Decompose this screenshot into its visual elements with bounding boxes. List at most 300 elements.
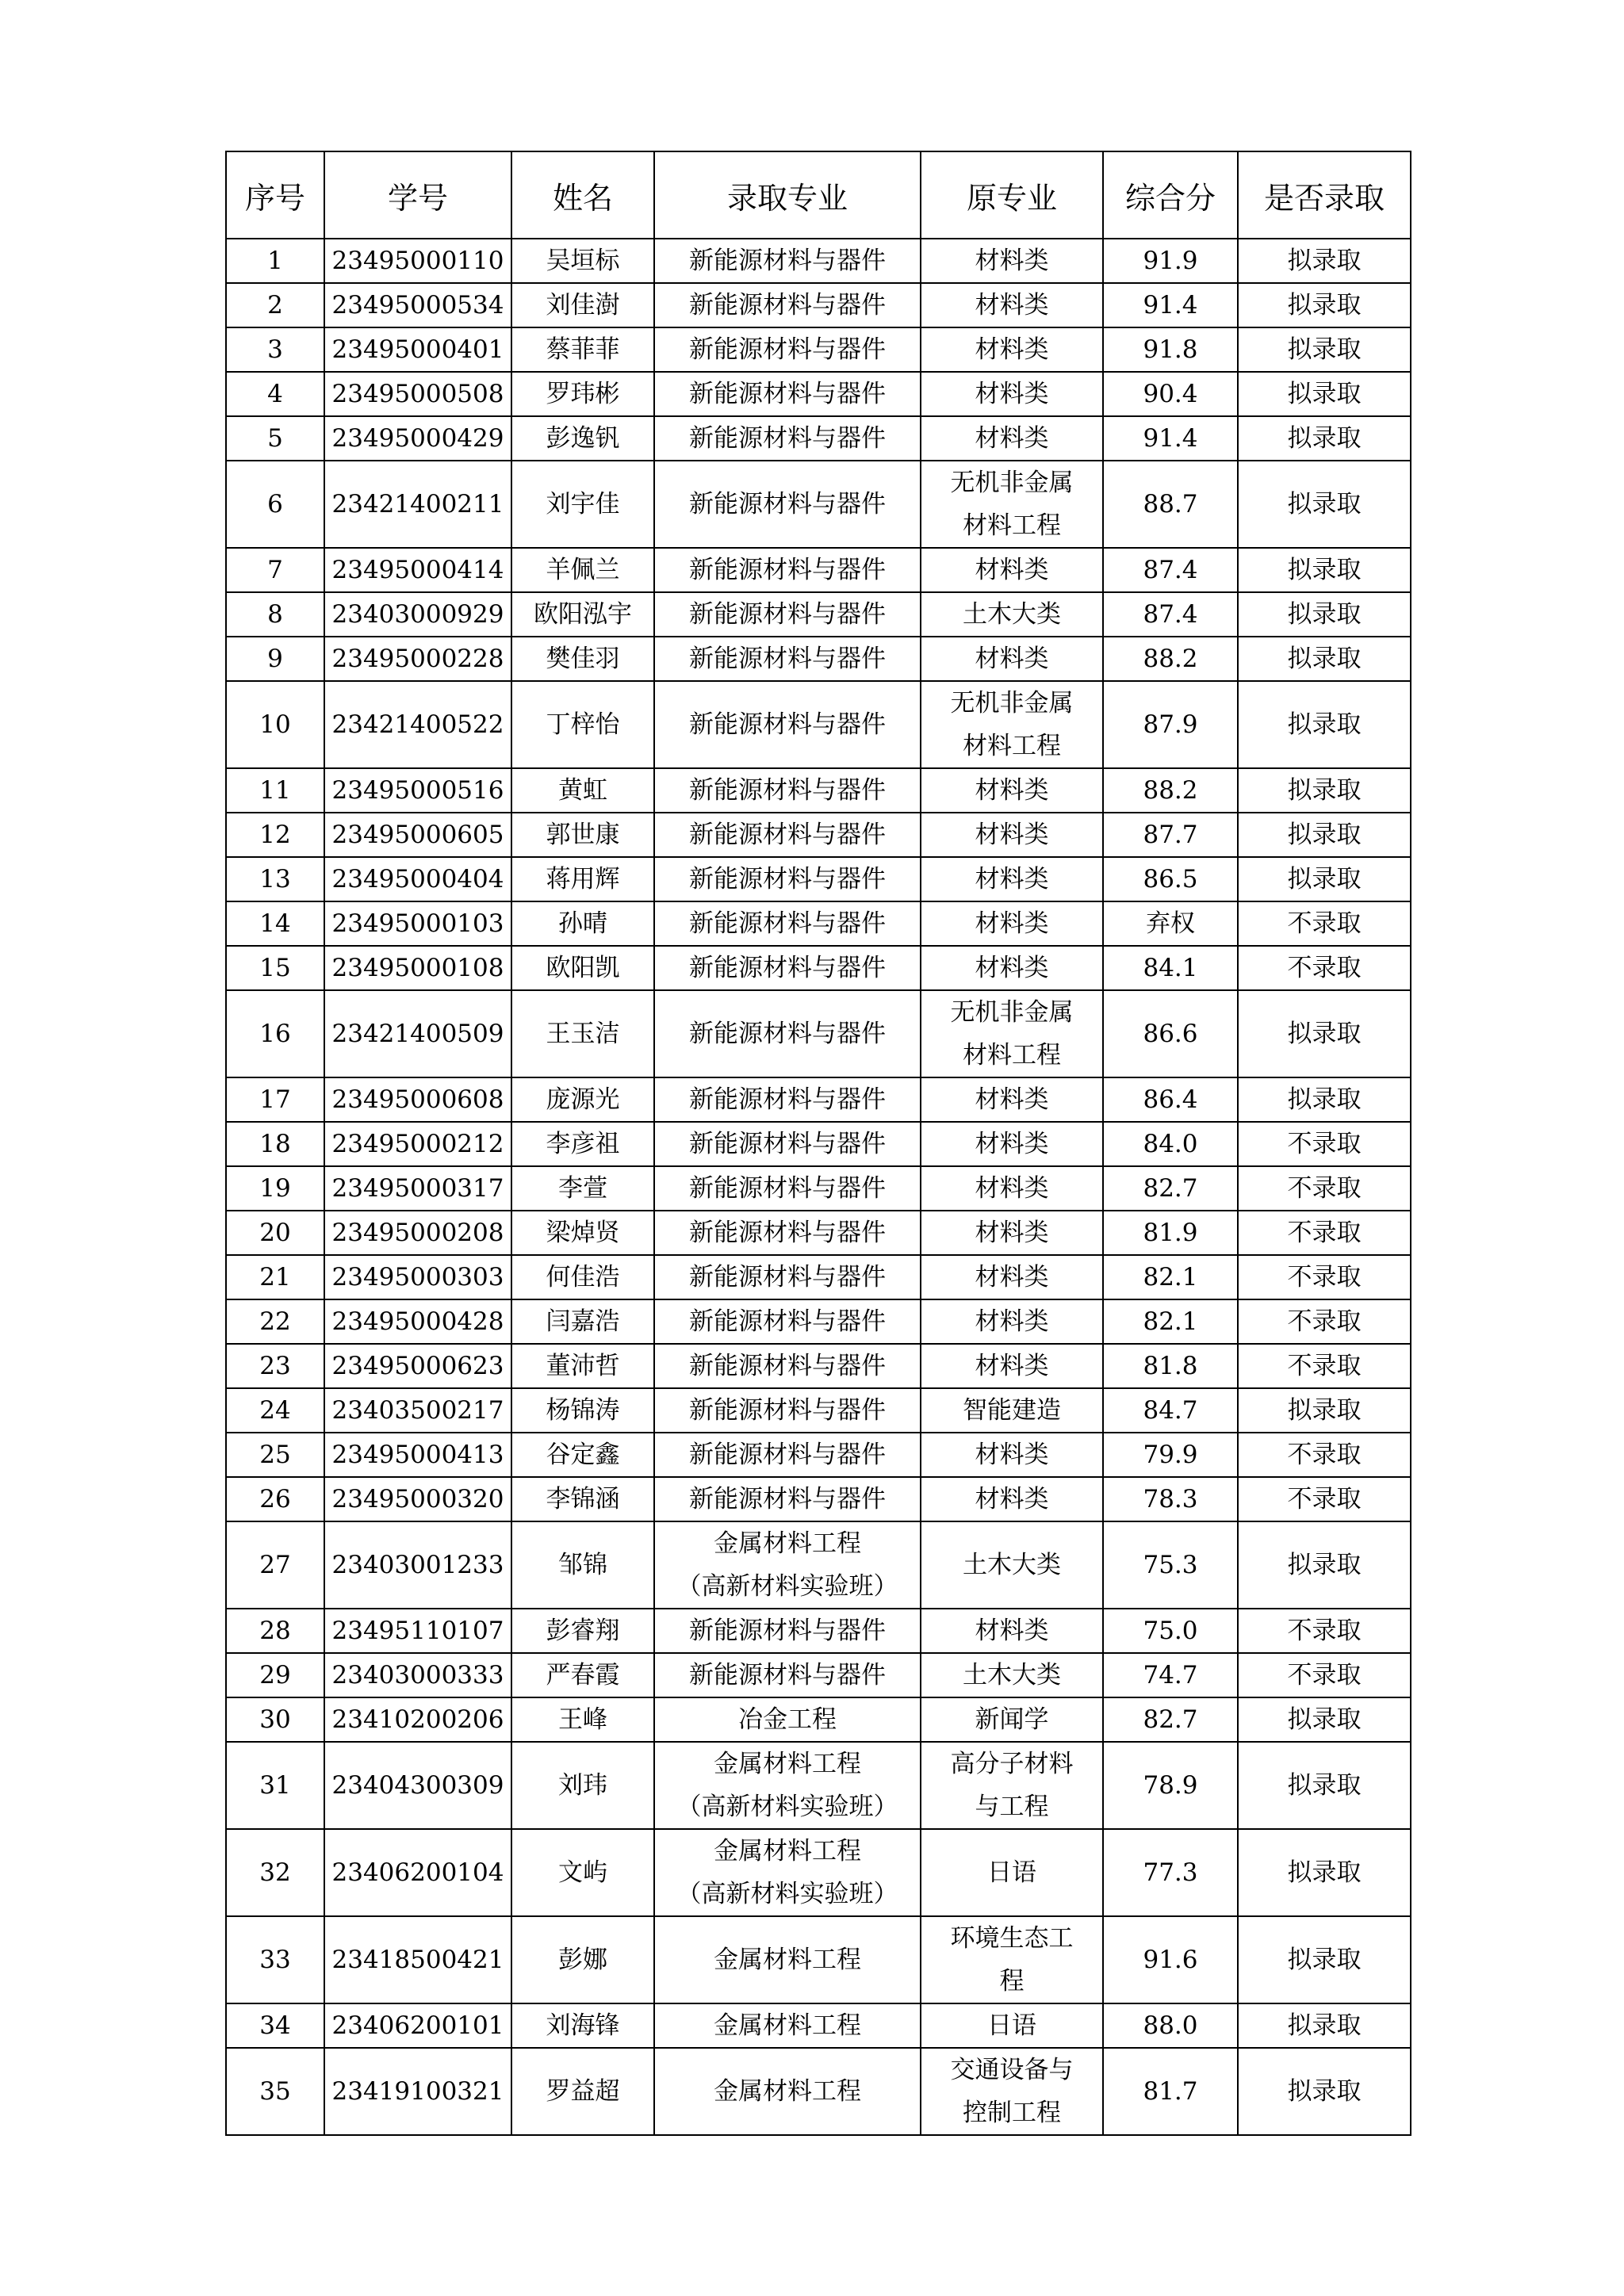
cell-seq: 33 [226,1916,324,2003]
cell-name: 彭娜 [511,1916,654,2003]
cell-seq: 5 [226,416,324,461]
cell-name: 严春霞 [511,1653,654,1697]
cell-admitted-major-line: 新能源材料与器件 [689,1661,886,1689]
cell-seq: 22 [226,1299,324,1344]
table-body [226,239,1411,2135]
cell-seq: 30 [226,1697,324,1742]
table-row [226,1697,1411,1742]
cell-seq: 27 [226,1521,324,1609]
cell-name: 董沛哲 [511,1344,654,1388]
cell-name: 庞源光 [511,1077,654,1122]
cell-name: 王峰 [511,1697,654,1742]
table-header [226,151,1411,239]
table-row [226,2003,1411,2048]
cell-student-id: 23495000228 [324,637,511,681]
cell-score: 79.9 [1103,1433,1238,1477]
cell-admitted-major-line: 新能源材料与器件 [689,776,886,805]
admission-table [225,151,1411,2136]
table-row [226,1521,1411,1609]
header-row [226,151,1411,239]
cell-original-major-line: 材料工程 [963,732,1061,760]
table-row [226,1609,1411,1653]
cell-score: 弃权 [1103,901,1238,946]
cell-admission-result: 不录取 [1238,1255,1411,1299]
cell-seq: 8 [226,592,324,637]
cell-admitted-major [654,1255,921,1299]
cell-admitted-major [654,813,921,857]
cell-seq: 15 [226,946,324,990]
cell-student-id: 23421400211 [324,461,511,548]
cell-admitted-major-line: 金属材料工程 [714,1750,861,1778]
cell-admitted-major [654,461,921,548]
cell-admitted-major [654,1521,921,1609]
cell-admitted-major [654,1166,921,1211]
cell-name: 刘宇佳 [511,461,654,548]
cell-admitted-major-line: 新能源材料与器件 [689,247,886,275]
table-row [226,990,1411,1077]
cell-seq: 35 [226,2048,324,2135]
table-row [226,461,1411,548]
cell-admission-result: 不录取 [1238,1433,1411,1477]
cell-admission-result: 拟录取 [1238,283,1411,327]
cell-original-major [921,1299,1103,1344]
cell-admission-result: 拟录取 [1238,681,1411,768]
cell-admitted-major [654,1609,921,1653]
cell-name: 欧阳凯 [511,946,654,990]
header-name: 姓名 [511,151,654,239]
cell-original-major-line: 材料类 [975,1441,1049,1469]
table-row [226,1255,1411,1299]
cell-original-major-line: 材料类 [975,380,1049,408]
cell-admitted-major-line: 新能源材料与器件 [689,909,886,938]
cell-admission-result: 拟录取 [1238,2003,1411,2048]
cell-student-id: 23403000333 [324,1653,511,1697]
cell-admission-result: 拟录取 [1238,372,1411,416]
cell-admitted-major [654,1122,921,1166]
cell-score: 87.9 [1103,681,1238,768]
cell-admitted-major-line: 新能源材料与器件 [689,865,886,894]
cell-seq: 32 [226,1829,324,1916]
cell-student-id: 23406200101 [324,2003,511,2048]
cell-score: 91.9 [1103,239,1238,283]
cell-student-id: 23495000320 [324,1477,511,1521]
cell-original-major [921,461,1103,548]
cell-original-major [921,1166,1103,1211]
cell-original-major-line: 土木大类 [963,1551,1061,1579]
cell-name: 文屿 [511,1829,654,1916]
cell-student-id: 23495000401 [324,327,511,372]
cell-name: 王玉洁 [511,990,654,1077]
cell-admitted-major [654,416,921,461]
table-row [226,1299,1411,1344]
cell-score: 82.1 [1103,1255,1238,1299]
table-row [226,637,1411,681]
cell-admission-result: 拟录取 [1238,327,1411,372]
cell-admitted-major-line: 新能源材料与器件 [689,1219,886,1247]
cell-score: 91.8 [1103,327,1238,372]
table-row [226,1388,1411,1433]
cell-original-major-line: 材料类 [975,556,1049,584]
cell-original-major [921,2003,1103,2048]
table-row [226,2048,1411,2135]
cell-score: 78.9 [1103,1742,1238,1829]
cell-student-id: 23403001233 [324,1521,511,1609]
cell-student-id: 23495000608 [324,1077,511,1122]
cell-score: 74.7 [1103,1653,1238,1697]
cell-original-major [921,1742,1103,1829]
header-student-id: 学号 [324,151,511,239]
cell-name: 李萱 [511,1166,654,1211]
cell-admitted-major-line: 新能源材料与器件 [689,1085,886,1114]
cell-admitted-major-line: 冶金工程 [738,1705,837,1734]
table-row [226,239,1411,283]
cell-original-major-line: 环境生态工 [950,1924,1074,1953]
cell-score: 82.7 [1103,1166,1238,1211]
cell-admitted-major [654,857,921,901]
cell-original-major-line: 材料类 [975,1617,1049,1645]
cell-admitted-major [654,637,921,681]
cell-admission-result: 拟录取 [1238,1742,1411,1829]
cell-original-major-line: 材料类 [975,1085,1049,1114]
cell-score: 90.4 [1103,372,1238,416]
cell-seq: 21 [226,1255,324,1299]
cell-original-major [921,548,1103,592]
cell-admitted-major [654,1299,921,1344]
cell-admitted-major-line: 新能源材料与器件 [689,1396,886,1425]
cell-seq: 17 [226,1077,324,1122]
cell-student-id: 23421400509 [324,990,511,1077]
cell-student-id: 23495000534 [324,283,511,327]
cell-score: 91.4 [1103,283,1238,327]
cell-seq: 24 [226,1388,324,1433]
cell-score: 88.0 [1103,2003,1238,2048]
cell-original-major-line: 日语 [987,2011,1036,2040]
cell-seq: 2 [226,283,324,327]
cell-name: 黄虹 [511,768,654,813]
cell-name: 羊佩兰 [511,548,654,592]
cell-student-id: 23419100321 [324,2048,511,2135]
cell-score: 77.3 [1103,1829,1238,1916]
table-row [226,901,1411,946]
cell-original-major-line: 高分子材料 [950,1750,1074,1778]
cell-original-major [921,1609,1103,1653]
table-row [226,1653,1411,1697]
cell-original-major-line: 材料类 [975,645,1049,673]
cell-seq: 29 [226,1653,324,1697]
cell-admitted-major [654,283,921,327]
table-row [226,592,1411,637]
cell-original-major [921,637,1103,681]
table-row [226,283,1411,327]
cell-original-major [921,857,1103,901]
cell-admitted-major [654,1697,921,1742]
cell-name: 欧阳泓宇 [511,592,654,637]
header-admitted-major: 录取专业 [654,151,921,239]
cell-admitted-major [654,2003,921,2048]
cell-name: 孙晴 [511,901,654,946]
table-row [226,1077,1411,1122]
header-admission-result: 是否录取 [1238,151,1411,239]
cell-name: 邹锦 [511,1521,654,1609]
cell-admitted-major [654,1344,921,1388]
cell-original-major [921,283,1103,327]
cell-student-id: 23410200206 [324,1697,511,1742]
cell-student-id: 23495000623 [324,1344,511,1388]
cell-admission-result: 拟录取 [1238,416,1411,461]
cell-score: 88.2 [1103,637,1238,681]
cell-student-id: 23495000110 [324,239,511,283]
cell-admitted-major-line: 新能源材料与器件 [689,291,886,320]
cell-seq: 31 [226,1742,324,1829]
cell-admission-result: 拟录取 [1238,1916,1411,2003]
table-row [226,1122,1411,1166]
cell-seq: 9 [226,637,324,681]
cell-admitted-major [654,1388,921,1433]
cell-original-major-line: 材料类 [975,1485,1049,1513]
cell-original-major-line: 材料类 [975,954,1049,982]
cell-score: 78.3 [1103,1477,1238,1521]
cell-original-major-line: 材料类 [975,1307,1049,1336]
cell-student-id: 23403000929 [324,592,511,637]
cell-admitted-major-line: 新能源材料与器件 [689,335,886,364]
cell-seq: 6 [226,461,324,548]
cell-admitted-major [654,681,921,768]
cell-original-major-line: 材料类 [975,1174,1049,1203]
table-row [226,416,1411,461]
cell-original-major-line: 土木大类 [963,600,1061,629]
cell-admitted-major [654,901,921,946]
cell-original-major-line: 材料类 [975,291,1049,320]
cell-original-major [921,1255,1103,1299]
cell-original-major-line: 材料类 [975,1219,1049,1247]
cell-seq: 10 [226,681,324,768]
cell-admission-result: 不录取 [1238,1653,1411,1697]
cell-name: 闫嘉浩 [511,1299,654,1344]
cell-original-major-line: 材料类 [975,865,1049,894]
cell-original-major-line: 无机非金属 [950,998,1074,1027]
table-row [226,1433,1411,1477]
cell-seq: 13 [226,857,324,901]
cell-score: 86.5 [1103,857,1238,901]
cell-admission-result: 拟录取 [1238,461,1411,548]
cell-admission-result: 拟录取 [1238,857,1411,901]
cell-admitted-major [654,548,921,592]
cell-admitted-major [654,372,921,416]
table-row [226,1211,1411,1255]
cell-score: 86.4 [1103,1077,1238,1122]
cell-admitted-major-line: 金属材料工程 [714,2011,861,2040]
cell-score: 91.4 [1103,416,1238,461]
cell-name: 谷定鑫 [511,1433,654,1477]
cell-score: 86.6 [1103,990,1238,1077]
cell-original-major [921,239,1103,283]
cell-original-major-line: 程 [999,1967,1025,1996]
cell-original-major-line: 无机非金属 [950,689,1074,718]
cell-original-major [921,2048,1103,2135]
cell-score: 84.1 [1103,946,1238,990]
cell-name: 樊佳羽 [511,637,654,681]
table-row [226,1742,1411,1829]
table-row [226,1344,1411,1388]
cell-score: 91.6 [1103,1916,1238,2003]
cell-student-id: 23495000317 [324,1166,511,1211]
cell-admitted-major-line: 新能源材料与器件 [689,1352,886,1380]
cell-seq: 28 [226,1609,324,1653]
cell-original-major-line: 控制工程 [963,2099,1061,2127]
cell-original-major [921,1433,1103,1477]
cell-admission-result: 不录取 [1238,1122,1411,1166]
cell-original-major-line: 材料类 [975,335,1049,364]
cell-student-id: 23403500217 [324,1388,511,1433]
cell-original-major [921,1211,1103,1255]
cell-original-major [921,1916,1103,2003]
cell-name: 梁焯贤 [511,1211,654,1255]
cell-admitted-major-line: 新能源材料与器件 [689,1020,886,1048]
cell-student-id: 23495000303 [324,1255,511,1299]
cell-student-id: 23495000413 [324,1433,511,1477]
cell-admitted-major-line: （高新材料实验班） [676,1793,898,1821]
table-row [226,1916,1411,2003]
cell-admitted-major-line: 新能源材料与器件 [689,600,886,629]
cell-seq: 25 [226,1433,324,1477]
cell-admission-result: 不录取 [1238,1344,1411,1388]
cell-admitted-major [654,592,921,637]
cell-student-id: 23495000414 [324,548,511,592]
cell-original-major [921,1122,1103,1166]
cell-student-id: 23495000429 [324,416,511,461]
cell-admitted-major [654,1077,921,1122]
cell-admission-result: 拟录取 [1238,1521,1411,1609]
cell-admitted-major-line: 新能源材料与器件 [689,1263,886,1292]
cell-original-major-line: 材料类 [975,821,1049,849]
table-row [226,946,1411,990]
cell-original-major-line: 材料类 [975,424,1049,453]
cell-score: 84.0 [1103,1122,1238,1166]
cell-seq: 4 [226,372,324,416]
cell-name: 刘佳澍 [511,283,654,327]
cell-admission-result: 不录取 [1238,1299,1411,1344]
cell-score: 88.7 [1103,461,1238,548]
cell-admitted-major [654,1653,921,1697]
cell-seq: 11 [226,768,324,813]
cell-original-major-line: 土木大类 [963,1661,1061,1689]
cell-name: 彭睿翔 [511,1609,654,1653]
cell-score: 75.0 [1103,1609,1238,1653]
cell-student-id: 23495000208 [324,1211,511,1255]
cell-admission-result: 拟录取 [1238,2048,1411,2135]
cell-original-major-line: 无机非金属 [950,469,1074,497]
cell-score: 81.7 [1103,2048,1238,2135]
cell-admitted-major-line: 新能源材料与器件 [689,380,886,408]
cell-admitted-major-line: 新能源材料与器件 [689,1130,886,1158]
cell-student-id: 23495000428 [324,1299,511,1344]
cell-admitted-major-line: 新能源材料与器件 [689,490,886,519]
cell-admission-result: 拟录取 [1238,592,1411,637]
cell-admitted-major [654,327,921,372]
cell-score: 82.1 [1103,1299,1238,1344]
cell-student-id: 23495000103 [324,901,511,946]
cell-score: 84.7 [1103,1388,1238,1433]
cell-admitted-major-line: 新能源材料与器件 [689,710,886,739]
cell-name: 刘海锋 [511,2003,654,2048]
cell-original-major-line: 与工程 [975,1793,1049,1821]
cell-seq: 1 [226,239,324,283]
cell-admitted-major-line: 新能源材料与器件 [689,556,886,584]
cell-name: 蒋用辉 [511,857,654,901]
cell-admitted-major-line: 新能源材料与器件 [689,424,886,453]
cell-student-id: 23495000508 [324,372,511,416]
cell-seq: 23 [226,1344,324,1388]
cell-original-major-line: 交通设备与 [950,2056,1074,2084]
cell-admitted-major-line: 金属材料工程 [714,1529,861,1558]
cell-original-major [921,592,1103,637]
table-row [226,681,1411,768]
cell-original-major [921,1477,1103,1521]
cell-admission-result: 拟录取 [1238,990,1411,1077]
header-score: 综合分 [1103,151,1238,239]
cell-admission-result: 拟录取 [1238,1077,1411,1122]
cell-original-major [921,1653,1103,1697]
cell-original-major-line: 新闻学 [975,1705,1049,1734]
cell-original-major-line: 日语 [987,1858,1036,1887]
cell-original-major-line: 材料类 [975,247,1049,275]
cell-seq: 16 [226,990,324,1077]
cell-score: 82.7 [1103,1697,1238,1742]
cell-admitted-major [654,768,921,813]
table-row [226,1829,1411,1916]
cell-admitted-major-line: 金属材料工程 [714,1946,861,1974]
cell-admitted-major-line: 金属材料工程 [714,1837,861,1866]
cell-name: 蔡菲菲 [511,327,654,372]
cell-seq: 7 [226,548,324,592]
cell-score: 81.9 [1103,1211,1238,1255]
cell-admission-result: 不录取 [1238,901,1411,946]
cell-seq: 18 [226,1122,324,1166]
cell-original-major-line: 材料类 [975,1130,1049,1158]
cell-original-major [921,1829,1103,1916]
cell-admitted-major-line: （高新材料实验班） [676,1880,898,1908]
cell-original-major-line: 材料工程 [963,511,1061,540]
cell-student-id: 23421400522 [324,681,511,768]
cell-admission-result: 拟录取 [1238,1697,1411,1742]
cell-student-id: 23418500421 [324,1916,511,2003]
cell-admission-result: 不录取 [1238,1166,1411,1211]
cell-student-id: 23495000108 [324,946,511,990]
cell-original-major-line: 智能建造 [963,1396,1061,1425]
cell-seq: 19 [226,1166,324,1211]
table-row [226,768,1411,813]
cell-score: 87.4 [1103,548,1238,592]
cell-admission-result: 拟录取 [1238,637,1411,681]
cell-original-major [921,1521,1103,1609]
cell-admitted-major [654,1433,921,1477]
cell-original-major [921,813,1103,857]
cell-admission-result: 拟录取 [1238,1829,1411,1916]
cell-score: 75.3 [1103,1521,1238,1609]
header-original-major: 原专业 [921,151,1103,239]
cell-admission-result: 拟录取 [1238,548,1411,592]
cell-admitted-major [654,990,921,1077]
cell-name: 罗益超 [511,2048,654,2135]
cell-admission-result: 不录取 [1238,1609,1411,1653]
cell-student-id: 23495000516 [324,768,511,813]
cell-original-major-line: 材料类 [975,1263,1049,1292]
cell-original-major-line: 材料类 [975,1352,1049,1380]
table-row [226,327,1411,372]
cell-original-major [921,327,1103,372]
table-row [226,1166,1411,1211]
cell-admission-result: 不录取 [1238,946,1411,990]
